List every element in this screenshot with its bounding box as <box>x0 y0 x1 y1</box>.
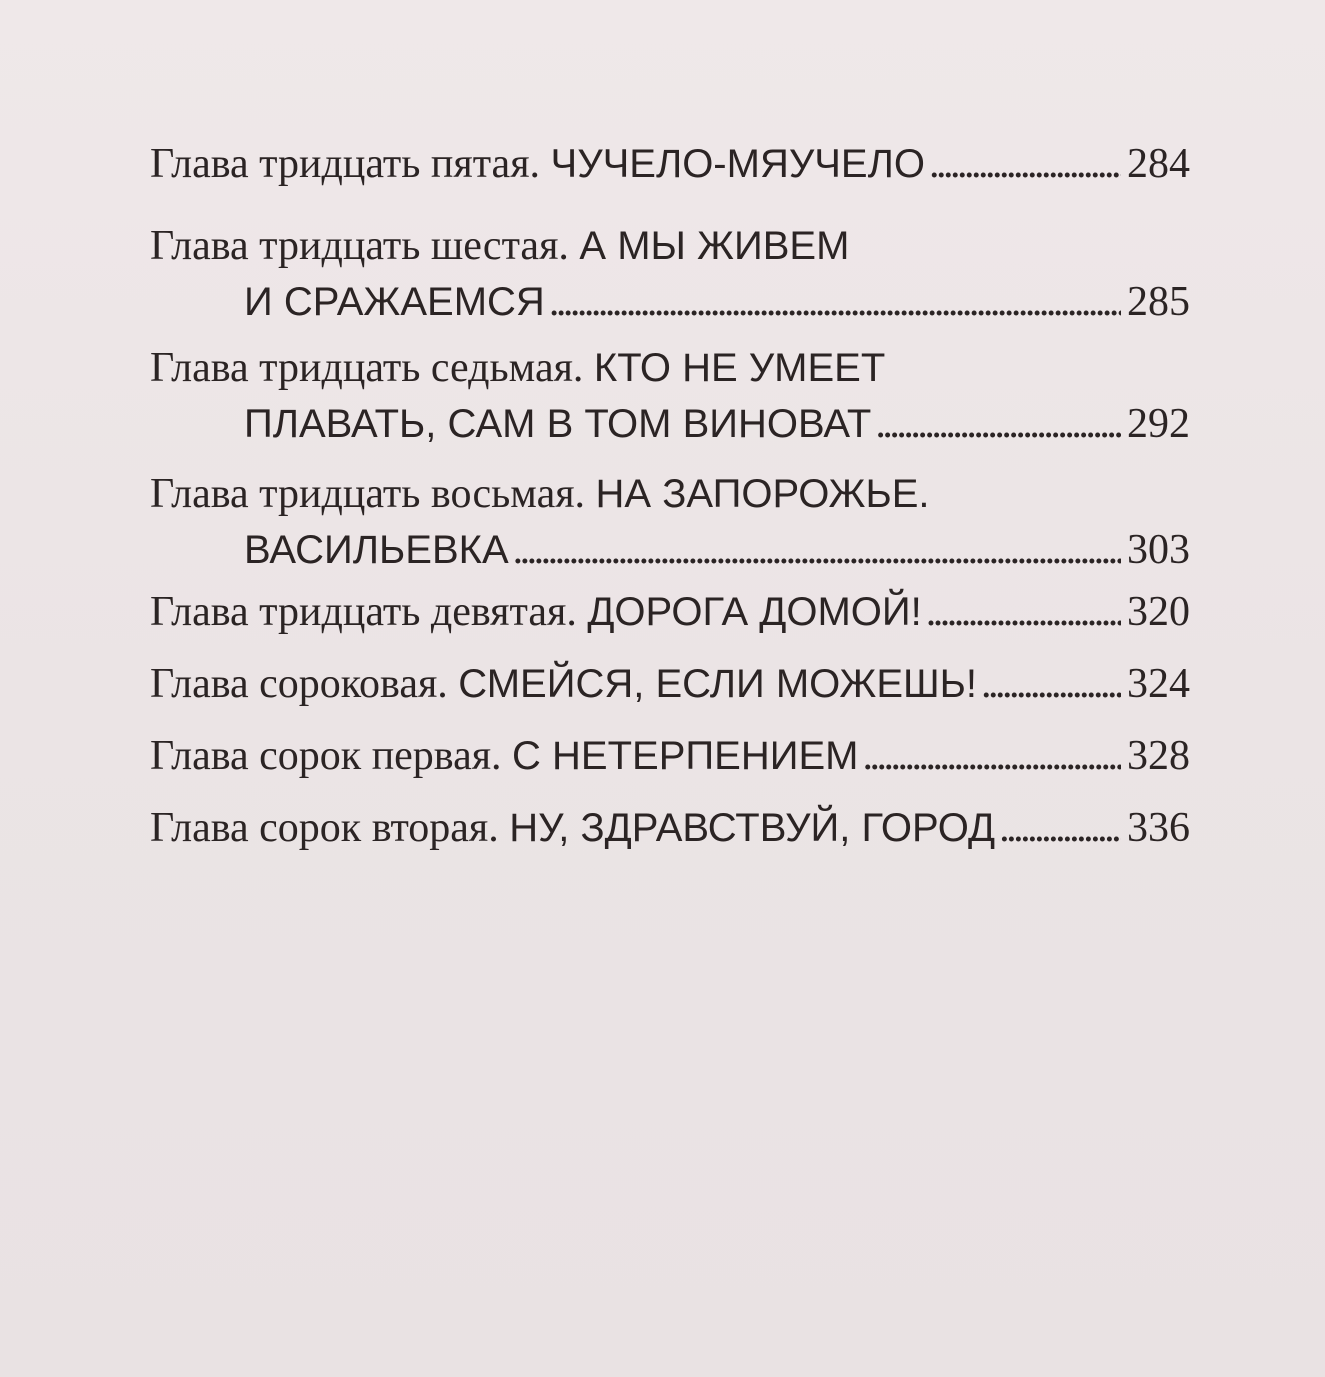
chapter-label: Глава тридцать пятая. <box>150 141 541 187</box>
toc-line <box>150 136 1190 192</box>
toc-entry <box>150 340 1190 452</box>
page-number: 285 <box>1127 279 1190 325</box>
chapter-title-continued: И СРАЖАЕМСЯ <box>244 280 545 324</box>
chapter-label: Глава тридцать восьмая. <box>150 471 586 517</box>
page-number: 292 <box>1127 401 1190 447</box>
dot-leader <box>981 656 1121 712</box>
dot-leader <box>999 800 1121 856</box>
chapter-label: Глава сороковая. <box>150 661 448 707</box>
dot-leader <box>926 584 1121 640</box>
page-number: 328 <box>1127 733 1190 779</box>
chapter-title: НА ЗАПОРОЖЬЕ. <box>595 472 930 516</box>
toc-entry <box>150 466 1190 578</box>
toc-line <box>150 584 1190 640</box>
toc-entry <box>150 728 1190 784</box>
dot-leader <box>513 522 1121 578</box>
dot-leader <box>549 274 1121 330</box>
toc-line <box>150 728 1190 784</box>
toc-line-continuation <box>150 396 1190 452</box>
toc-line <box>150 656 1190 712</box>
chapter-label: Глава сорок вторая. <box>150 805 499 851</box>
dot-leader <box>862 728 1121 784</box>
page-number: 324 <box>1127 661 1190 707</box>
chapter-title: ЧУЧЕЛО-МЯУЧЕЛО <box>550 142 925 186</box>
toc-entry <box>150 136 1190 192</box>
dot-leader <box>929 136 1121 192</box>
chapter-title: НУ, ЗДРАВСТВУЙ, ГОРОД <box>509 806 996 850</box>
chapter-title: А МЫ ЖИВЕМ <box>579 224 850 268</box>
toc-line-continuation <box>150 522 1190 578</box>
toc-line <box>150 340 1190 396</box>
chapter-title: С НЕТЕРПЕНИЕМ <box>512 734 859 778</box>
toc-line <box>150 466 1190 522</box>
toc-entry <box>150 656 1190 712</box>
page-number: 336 <box>1127 805 1190 851</box>
chapter-label: Глава тридцать шестая. <box>150 223 569 269</box>
toc-entry <box>150 800 1190 856</box>
chapter-title-continued: ПЛАВАТЬ, САМ В ТОМ ВИНОВАТ <box>244 402 872 446</box>
chapter-label: Глава тридцать седьмая. <box>150 345 584 391</box>
chapter-title: КТО НЕ УМЕЕТ <box>593 346 886 390</box>
toc-line-continuation <box>150 274 1190 330</box>
dot-leader <box>875 396 1121 452</box>
chapter-label: Глава тридцать девятая. <box>150 589 577 635</box>
toc-line <box>150 800 1190 856</box>
page-number: 303 <box>1127 527 1190 573</box>
toc-entry <box>150 584 1190 640</box>
page-number: 284 <box>1127 141 1190 187</box>
toc-line <box>150 218 1190 274</box>
chapter-label: Глава сорок первая. <box>150 733 502 779</box>
chapter-title: СМЕЙСЯ, ЕСЛИ МОЖЕШЬ! <box>458 662 978 706</box>
page-number: 320 <box>1127 589 1190 635</box>
toc-entry <box>150 218 1190 330</box>
chapter-title: ДОРОГА ДОМОЙ! <box>587 590 922 634</box>
chapter-title-continued: ВАСИЛЬЕВКА <box>244 528 509 572</box>
